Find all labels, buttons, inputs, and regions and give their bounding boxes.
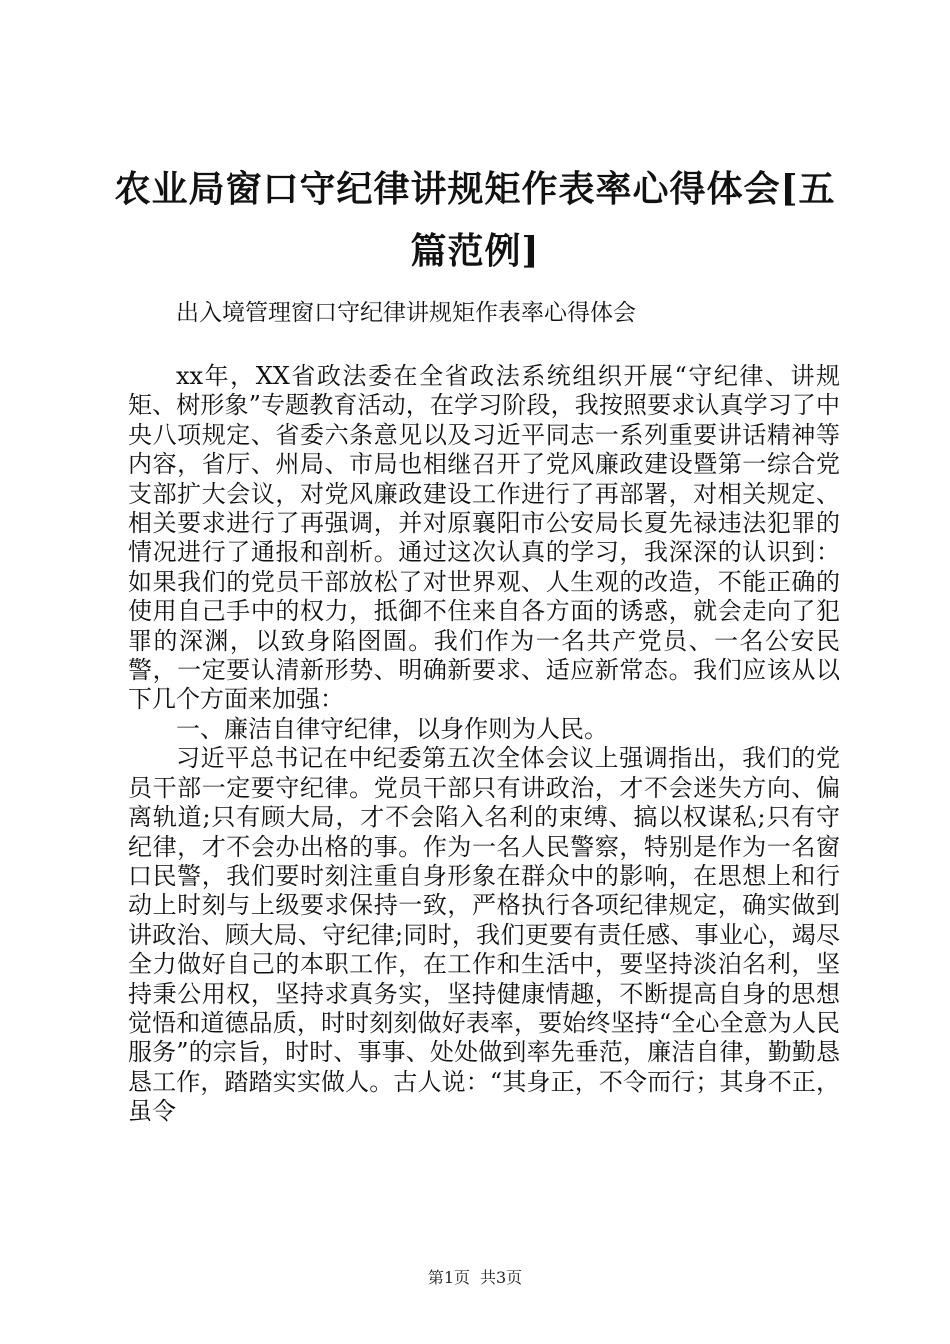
page-footer: [0, 1268, 950, 1288]
document-title: 农业局窗口守纪律讲规矩作表率心得体会[五篇范例]: [114, 168, 836, 272]
paragraph-section-1: 习近平总书记在中纪委第五次全体会议上强调指出，我们的党员干部一定要守纪律。党员干部只有讲政治，才不会迷失方向、偏离轨道;只有顾大局，才不会陷入名利的束缚、搞以权谋私;只有守纪律，才不会办出格的事。作为一名人民警察，特别是作为一名窗口民警，我们要时刻注重自身形象在群众中的影响，在思想上和行动上时刻与上级要求保持一致，严格执行各项纪律规定，确实做到讲政治、顾大局、守纪律;同时，我们更要有责任感、事业心，竭尽全力做好自己的本职工作，在工作和生活中，要坚持淡泊名利，坚持秉公用权，坚持求真务实，坚持健康情趣，不断提高自身的思想觉悟和道德品质，时时刻刻做好表率，要始终坚持“全心全意为人民服务”的宗旨，时时、事事、处处做到率先垂范，廉洁自律，勤勤恳恳工作，踏踏实实做人。古人说：“其身正，不令而行；其身不正，虽令: [128, 744, 840, 1126]
document-subtitle: 出入境管理窗口守纪律讲规矩作表率心得体会: [176, 300, 636, 326]
page-number: 第1页: [427, 1268, 470, 1287]
paragraph-intro: xx年，XX省政法委在全省政法系统组织开展“守纪律、讲规矩、树形象”专题教育活动，在学习阶段，我按照要求认真学习了中央八项规定、省委六条意见以及习近平同志一系列重要讲话精神等内容，省厅、州局、市局也相继召开了党风廉政建设暨第一综合党支部扩大会议，对党风廉政建设工作进行了再部署，对相关规定、相关要求进行了再强调，并对原襄阳市公安局长夏先禄违法犯罪的情况进行了通报和剖析。通过这次认真的学习，我深深的认识到：如果我们的党员干部放松了对世界观、人生观的改造，不能正确的使用自己手中的权力，抵御不住来自各方面的诱惑，就会走向了犯罪的深渊，以致身陷囹圄。我们作为一名共产党员、一名公安民警，一定要认清新形势、明确新要求、适应新常态。我们应该从以下几个方面来加强：: [128, 362, 840, 714]
section-heading-1: 一、廉洁自律守纪律，以身作则为人民。: [176, 714, 608, 743]
page-total: 共3页: [480, 1268, 523, 1287]
document-body: [128, 362, 840, 1127]
